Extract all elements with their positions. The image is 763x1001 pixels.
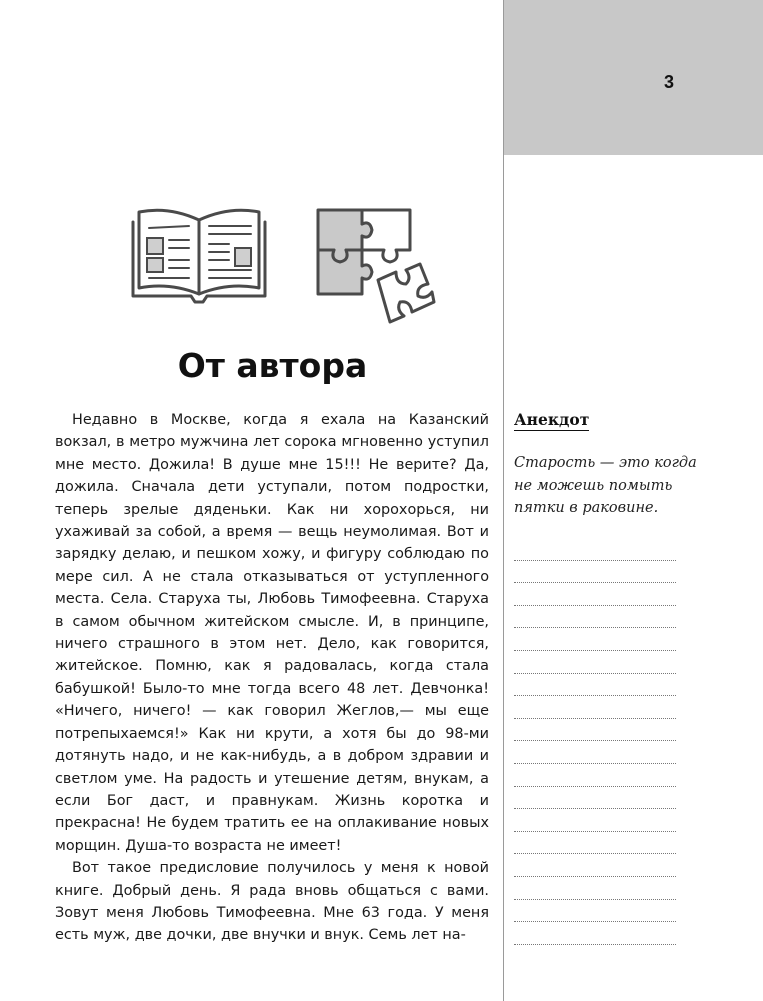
body-text bbox=[55, 409, 489, 947]
page-number: 3 bbox=[664, 72, 675, 92]
note-line bbox=[514, 832, 676, 855]
anecdote-title: Анекдот bbox=[514, 410, 590, 429]
note-line bbox=[514, 854, 676, 877]
page-title: От автора bbox=[177, 346, 368, 385]
note-line bbox=[514, 877, 676, 900]
puzzle-icon bbox=[312, 204, 436, 330]
note-line bbox=[514, 628, 676, 651]
page-number-box bbox=[504, 0, 763, 155]
note-line bbox=[514, 651, 676, 674]
open-book-icon bbox=[129, 204, 269, 306]
note-line bbox=[514, 561, 676, 584]
margin-column bbox=[503, 0, 763, 1001]
note-line bbox=[514, 741, 676, 764]
paragraph: Вот такое предисловие получилось у меня к новой книге. Добрый день. Я рада вновь общаться с вами. Зовут меня Любовь Тимофеевна. Мне 63 года. У меня есть муж, две дочки, две внучки и внук. Семь лет на- bbox=[55, 860, 489, 944]
paragraph: Недавно в Москве, когда я ехала на Казанский вокзал, в метро мужчина лет сорока мгновенно уступил мне место. Дожила! В душе мне 15!!! Не верите? Да, дожила. Сначала дети уступали, потом подростки, теперь зрелые дяденьки. Как ни хорохорься, ни ухаживай за собой, а время — вещь неумолимая. Вот и зарядку делаю, и пешком хожу, и фигуру соблюдаю по мере сил. А не стала отказываться от уступленного места. Села. Старуха ты, Любовь Тимофеевна. Старуха в самом обычном житейском смысле. И, в принципе, ничего страшного в этом нет. Дело, как говорится, житейское. Помню, как я радовалась, когда стала бабушкой! Было-то мне тогда всего 48 лет. Девчонка! «Ничего, ничего! — как говорил Жеглов,— мы еще потрепыхаемся!» Как ни крути, а хотя бы до 98-ми дотянуть надо, и не как-нибудь, а в добром здравии и светлом уме. На радость и утешение детям, внукам, а если Бог даст, и правнукам. Жизнь коротка и прекрасна! Не будем тратить ее на оплакивание новых морщин. Душа-то возраста не имеет! bbox=[55, 412, 489, 854]
note-line bbox=[514, 696, 676, 719]
anecdote-text: Старость — это когда не можешь помыть пятки в раковине. bbox=[514, 455, 697, 516]
note-line bbox=[514, 538, 676, 561]
note-line bbox=[514, 606, 676, 629]
note-line bbox=[514, 583, 676, 606]
note-line bbox=[514, 674, 676, 697]
note-line bbox=[514, 787, 676, 810]
note-line bbox=[514, 922, 676, 945]
note-line bbox=[514, 719, 676, 742]
note-line bbox=[514, 900, 676, 923]
note-line bbox=[514, 764, 676, 787]
note-line bbox=[514, 809, 676, 832]
note-lines bbox=[514, 538, 676, 945]
